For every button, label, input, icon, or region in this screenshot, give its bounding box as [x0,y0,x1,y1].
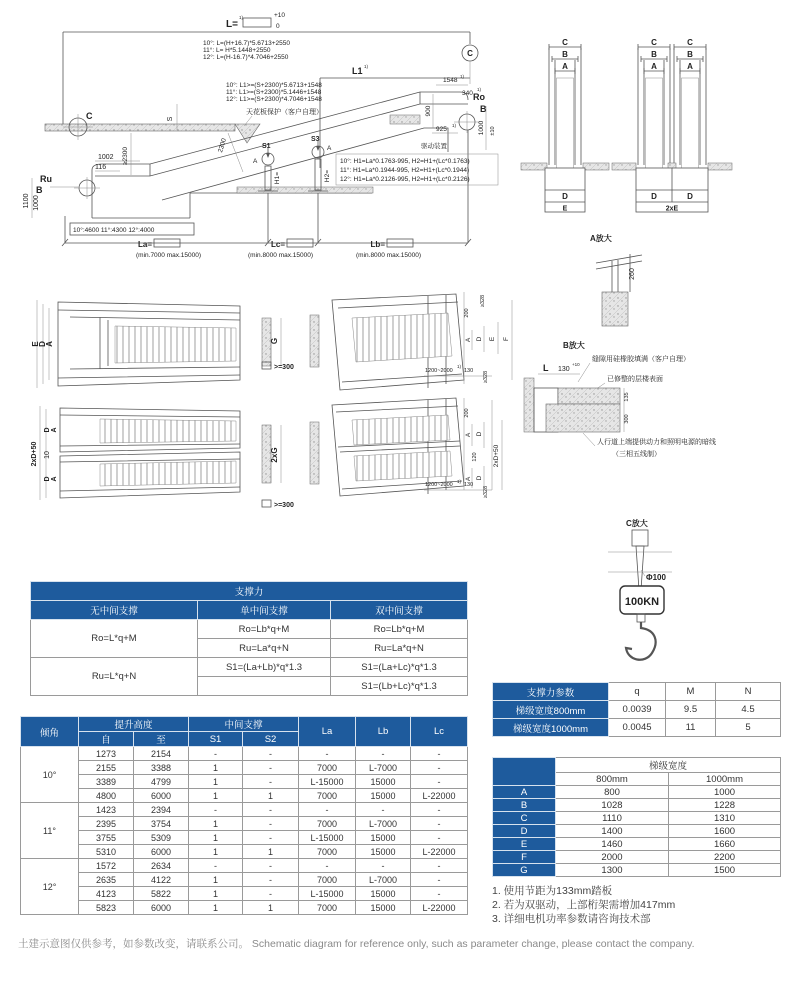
dim-925: 925 [436,126,447,133]
h-formula-10: 10°: H1=La*0.1763-995, H2=H1+(Lc*0.1763) [340,158,470,165]
plan2-landing-steps-2 [354,451,452,481]
formula-ro-double: Ro=Lb*q+M [331,620,468,639]
label-a-s1: A [253,158,258,165]
detail-b [524,340,716,458]
sec2-label-a1: A [651,62,657,71]
detail-c [608,518,672,660]
plan-dim-a: A [45,341,54,347]
l-formula-10: 10°: L=(H+16.7)*5.6713+2550 [203,40,290,47]
side-elevation [23,12,498,259]
detail-b-title: B放大 [563,341,585,350]
dim-la-range: (min.7000 max.15000) [136,252,202,259]
support-parameter-table [492,682,781,737]
param-title: 支撑力参数 [493,683,609,701]
h-formula-11: 11°: H1=La*0.1944-995, H2=H1+(Lc*0.1944) [340,167,470,174]
plan-single-steps [115,326,236,363]
hook-curve [626,622,656,660]
double-floor-left [612,163,636,170]
plan-130: 130 [464,368,474,374]
dimension-lines [62,32,471,246]
plan2-landing-sup: 1) [457,479,462,484]
plan2-land-a2: A [465,476,472,482]
table-row: 4123 5822 1 - L-15000 15000 - [21,887,468,901]
sec2-dim-2xe: 2xE [665,205,679,213]
plan2-d2: D [44,476,51,482]
dim-la: La= [137,240,152,249]
dim-s: S [167,116,174,122]
plan2-ge300: >=300 [274,502,294,509]
plan-double [31,398,502,509]
plan-ge328-bot: ≥328 [483,370,489,384]
dim-300: 300 [624,414,630,424]
table-row: 2395 3754 1 - 7000 L-7000 - [21,817,468,831]
detail-a-title: A放大 [590,234,612,243]
formula-s1-single: S1=(La+Lb)*q*1.3 [198,658,331,677]
load-rating: 100KN [624,596,660,608]
lower-floor-slab [237,187,373,193]
detail-b-finished-floor [558,388,620,404]
dim-1000-right: 1000 [478,120,485,136]
power-note-2: （三相五线制） [612,451,661,458]
ceiling-note: 天花板保护（客户自理） [246,109,323,116]
label-c-right: C [467,49,473,58]
notes-list [492,884,675,926]
header-mid-support: 中间支撑 [189,717,299,732]
col-single-support: 单中间支撑 [198,601,331,620]
sec-label-c: C [562,38,568,47]
width-table-corner [493,758,556,786]
table-row: G 1300 1500 [493,864,781,877]
dim-1100: 1100 [23,193,30,209]
table-row: 10° 1273 2154 - - - - - [21,747,468,761]
sec-label-a: A [562,62,568,71]
ceiling-slab [45,124,235,131]
dim-1000-left: 1000 [33,195,40,211]
table-row: 11° 1423 2394 - - - - - [21,803,468,817]
formula-ru-double: Ru=La*q+N [331,639,468,658]
dim-h1: H1= [274,171,281,185]
dim-130-tol: +10 [572,362,580,367]
table-row: 5823 6000 1 1 7000 15000 L-22000 [21,901,468,915]
plan2-gap-wall-right [310,422,319,484]
width-header-1000: 1000mm [669,773,781,786]
dim-ge2300: ≥2300 [122,146,129,166]
label-ro: Ro [473,92,485,102]
plan2-2xd50: 2xD+50 [31,441,38,467]
l1-formula-12: 12°: L1>=(S+2300)*4.7046+1548 [226,96,322,103]
dim-135: 135 [624,392,630,402]
drive-unit-label: 驱动装置 [421,143,447,150]
l1-formula-10: 10°: L1>=(S+2300)*5.6713+1548 [226,82,322,89]
upper-floor-slab [390,115,420,124]
table-row: 12° 1572 2634 - - - - - [21,859,468,873]
dim-lb-range: (min.8000 max.15000) [356,252,422,259]
plan2-d1: D [44,427,51,433]
label-s3: S3 [311,136,320,143]
param-header-q: q [609,683,666,701]
table-row: 3755 5309 1 - L-15000 15000 - [21,831,468,845]
tol-plus: +10 [274,12,286,19]
header-lc: Lc [411,717,468,747]
cross-section-double [612,38,732,213]
formula-ro-none: Ro=L*q+M [31,620,198,658]
formula-s1-double-b: S1=(Lb+Lc)*q*1.3 [331,677,468,696]
label-c-left: C [86,111,93,121]
table-row: A 800 1000 [493,786,781,799]
dim-900: 900 [425,105,432,117]
detail-a [590,233,642,326]
dim-2300: 2300 [217,137,229,154]
sec-dim-e: E [562,205,568,213]
support-force-table [30,581,468,696]
dim-260: 260 [629,268,636,280]
plan2-a1: A [51,427,58,433]
table-row: 梯级宽度1000mm 0.0045 11 5 [493,719,781,737]
plan2-130: 130 [464,482,474,488]
detail-b-l: L [543,363,549,373]
plan-dim-e: E [31,341,40,347]
width-table-title: 梯级宽度 [556,758,781,773]
sec2-label-a2: A [687,62,693,71]
formula-ru-single: Ru=La*q+N [198,639,331,658]
plan2-land-d1: D [476,431,483,437]
detail-c-title: C放大 [626,519,648,528]
param-header-m: M [666,683,716,701]
dim-lc-range: (min.8000 max.15000) [248,252,314,259]
dim-l1-sup: 1) [364,64,369,69]
table-row: 5310 6000 1 1 7000 15000 L-22000 [21,845,468,859]
double-section-lines [638,44,706,165]
plan-double-steps-2 [100,461,236,486]
l-formula-12: 12°: L=(H-16.7)*4.7046+2550 [203,54,289,61]
plan2-ge328: ≥328 [483,485,489,499]
plan2-land-a1: A [465,432,472,438]
formula-s1-double-a: S1=(La+Lc)*q*1.3 [331,658,468,677]
param-header-n: N [716,683,781,701]
plan-land-a: A [465,337,472,343]
plan-single-landing-steps [352,313,452,362]
table-row: E 1460 1660 [493,838,781,851]
dim-116: 116 [95,164,107,171]
tol-pm10: ±10 [490,126,496,136]
plan2-200: 200 [464,408,470,418]
dim-l1-label: L1 [352,66,363,76]
dim-340-sup: 1) [477,87,482,92]
label-b-left: B [36,185,43,195]
dim-1002: 1002 [98,154,114,161]
dim-h2: H2= [324,169,331,183]
plan-ge328-top: ≥328 [480,294,486,308]
note-3: 3. 详细电机功率参数请咨询技术部 [492,913,651,925]
dim-130: 130 [558,366,570,373]
table-row: 2635 4122 1 - 7000 L-7000 - [21,873,468,887]
header-rise: 提升高度 [79,717,189,732]
header-angle: 倾角 [21,717,79,747]
angle-10: 10° [21,747,79,803]
plan-land-d: D [476,336,483,342]
hook-anchor [632,530,648,546]
angle-11: 11° [21,803,79,859]
detail-b-structural-slab [546,404,620,432]
sec2-label-b1: B [651,50,657,59]
single-floor-right [583,163,609,170]
formula-s1-single-b [198,677,331,696]
formula-ro-single: Ro=Lb*q+M [198,620,331,639]
header-to: 至 [134,732,189,747]
width-header-800: 800mm [556,773,669,786]
dim-lc: Lc= [270,240,285,249]
plan2-a2: A [51,476,58,482]
hook-shank [636,546,644,590]
plan-gap-wall-right [310,315,319,367]
angle-12: 12° [21,859,79,915]
support-s1 [253,143,281,191]
dim-1548-sup: 1) [460,74,465,79]
dim-l-box [243,18,271,27]
plan2-landing-dim: 1200~2000 [425,482,453,488]
gap-note: 缝隙用硅橡胶填满（客户自理） [592,356,690,363]
support-table-title: 支撑力 [31,582,468,601]
footer-disclaimer: 土建示意图仅供参考，如参数改变，请联系公司。 Schematic diagram for reference only, such as parameter change, please contact the company. [18,938,695,950]
label-s1: S1 [262,143,271,150]
dim-340: 340 [462,90,473,97]
header-s1: S1 [189,732,243,747]
double-floor-right [708,163,732,170]
note-1: 1. 使用节距为133mm踏板 [492,885,613,897]
plan-dim-d: D [38,341,47,347]
table-row: F 2000 2200 [493,851,781,864]
l-formula-11: 11°: L= H*5.1448+2550 [203,47,271,54]
plan-land-f: F [503,337,510,341]
header-s2: S2 [243,732,299,747]
incline-dims: 10°:4600 11°:4300 12°:4000 [73,227,155,234]
plan-ge300: >=300 [274,364,294,371]
plan-landing-sup: 1) [457,364,462,369]
label-b-right: B [480,104,487,114]
table-row: 4800 6000 1 1 7000 15000 L-22000 [21,789,468,803]
plan-200: 200 [464,308,470,318]
plan2-ge300-box [262,500,271,507]
table-row: 梯级宽度800mm 0.0039 9.5 4.5 [493,701,781,719]
plan-double-steps-1 [100,419,236,443]
l1-formula-11: 11°: L1>=(S+2300)*5.1446+1548 [226,89,322,96]
plan-single [31,292,512,390]
sec-dim-d: D [562,192,568,201]
header-la: La [299,717,356,747]
header-from: 自 [79,732,134,747]
sec2-label-c1: C [651,38,657,47]
rise-height-table [20,716,468,915]
dim-phi100: Φ100 [646,573,666,582]
label-a-s3: A [327,145,332,152]
label-ru: Ru [40,174,52,184]
sec2-label-b2: B [687,50,693,59]
plan2-landing-steps-1 [352,415,450,445]
plan-land-e: E [489,336,496,342]
plan2-land-2xd50: 2xD+50 [493,444,500,468]
formula-ru-none: Ru=L*q+N [31,658,198,696]
table-row: B 1028 1228 [493,799,781,812]
note-2: 2. 若为双驱动，上部桁架需增加417mm [492,899,676,911]
detail-a-footing [602,292,628,326]
step-width-table [492,757,781,877]
col-no-support: 无中间支撑 [31,601,198,620]
col-double-support: 双中间支撑 [331,601,468,620]
plan2-land-d2: D [476,475,483,481]
plan2-120: 120 [472,452,478,462]
table-row: 3389 4799 1 - L-15000 15000 - [21,775,468,789]
dim-l-sup: 1) [239,15,244,20]
plan2-10: 10 [44,451,51,459]
sec2-label-c2: C [687,38,693,47]
sec-label-b: B [562,50,568,59]
dim-925-sup: 1) [452,123,457,128]
dim-1548: 1548 [443,77,458,84]
tol-zero: 0 [276,23,280,30]
table-row: 2155 3388 1 - 7000 L-7000 - [21,761,468,775]
header-lb: Lb [356,717,411,747]
single-floor-left [521,163,547,170]
sec2-dim-d1: D [651,192,657,201]
plan-dim-g: G [270,337,279,345]
h-formula-12: 12°: H1=La*0.2126-995, H2=H1+(Lc*0.2126) [340,176,470,183]
dim-l-label: L= [226,19,238,30]
hook-link [637,614,645,622]
detail-b-wall [524,378,534,432]
table-row: D 1400 1600 [493,825,781,838]
table-row: C 1110 1310 [493,812,781,825]
plan2-dim-2xg: 2xG [270,447,279,463]
plan-landing-dim: 1200~2000 [425,368,453,374]
dim-lb: Lb= [370,240,385,249]
power-note: 人行道上端提供动力和照明电源的暗线 [597,439,716,446]
sec2-dim-d2: D [687,192,693,201]
cross-section-single [521,38,609,213]
floor-note: 已修整的层楼表面 [607,376,663,383]
